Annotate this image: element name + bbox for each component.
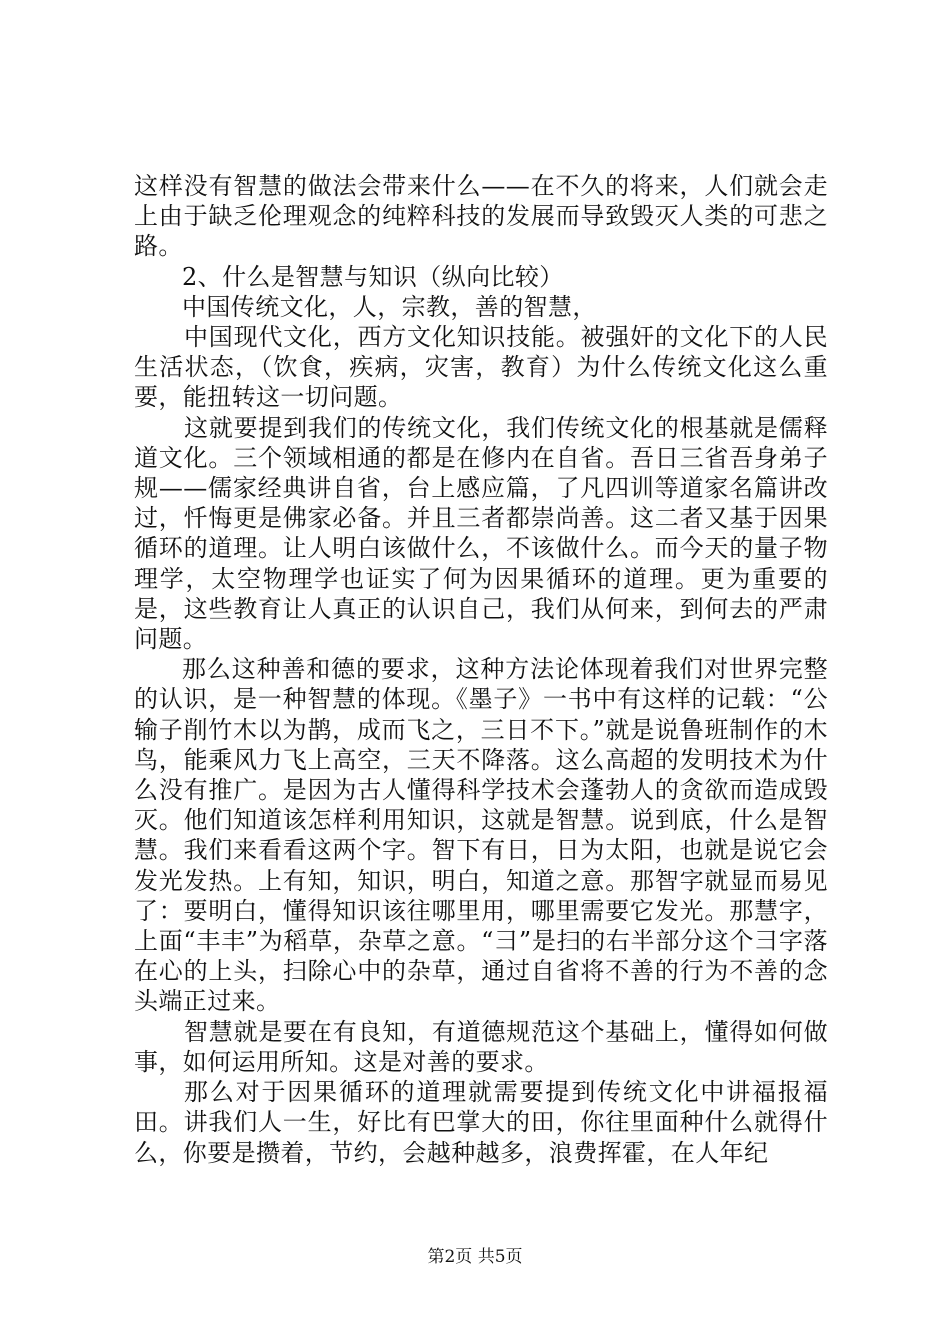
paragraph-2-heading: 2、什么是智慧与知识（纵向比较） — [182, 262, 564, 291]
paragraph-6: 那么这种善和德的要求，这种方法论体现着我们对世界完整的认识，是一种智慧的体现。《墨子》一书中有这样的记载：“公输子削竹木以为鹊，成而飞之，三日不下。”就是说鲁班制作的木鸟，能乘风力飞上高空，三天不降落。这么高超的发明技术为什么没有推广。是因为古人懂得科学技术会蓬勃人的贪欲而造成毁灭。他们知道该怎样利用知识，这就是智慧。说到底，什么是智慧。我们来看看这两个字。智下有日，日为太阳，也就是说它会发光发热。上有知，知识，明白，知道之意。那智字就显而易见了：要明白，懂得知识该往哪里用，哪里需要它发光。那慧字，上面“丰丰”为稻草，杂草之意。“彐”是扫的右半部分这个彐字落在心的上头，扫除心中的杂草，通过自省将不善的行为不善的念头端正过来。 — [134, 655, 828, 1016]
paragraph-3: 中国传统文化，人，宗教，善的智慧， — [182, 292, 597, 321]
paragraph-4: 中国现代文化，西方文化知识技能。被强奸的文化下的人民生活状态，（饮食，疾病，灾害，教育）为什么传统文化这么重要，能扭转这一切问题。 — [134, 323, 828, 412]
paragraph-7: 智慧就是要在有良知，有道德规范这个基础上，懂得如何做事，如何运用所知。这是对善的要求。 — [134, 1017, 828, 1076]
document-body — [134, 171, 828, 1168]
page-number-footer: 第2页 共5页 — [427, 1247, 523, 1267]
paragraph-5: 这就要提到我们的传统文化，我们传统文化的根基就是儒释道文化。三个领域相通的都是在修内在自省。吾日三省吾身弟子规——儒家经典讲自省，台上感应篇，了凡四训等道家名篇讲改过，忏悔更是佛家必备。并且三者都崇尚善。这二者又基于因果循环的道理。让人明白该做什么，不该做什么。而今天的量子物理学，太空物理学也证实了何为因果循环的道理。更为重要的是，这些教育让人真正的认识自己，我们从何来，到何去的严肃问题。 — [134, 413, 828, 654]
paragraph-8: 那么对于因果循环的道理就需要提到传统文化中讲福报福田。讲我们人一生，好比有巴掌大的田，你往里面种什么就得什么，你要是攒着，节约，会越种越多，浪费挥霍，在人年纪 — [134, 1078, 828, 1167]
paragraph-1: 这样没有智慧的做法会带来什么——在不久的将来，人们就会走上由于缺乏伦理观念的纯粹科技的发展而导致毁灭人类的可悲之路。 — [134, 172, 828, 261]
